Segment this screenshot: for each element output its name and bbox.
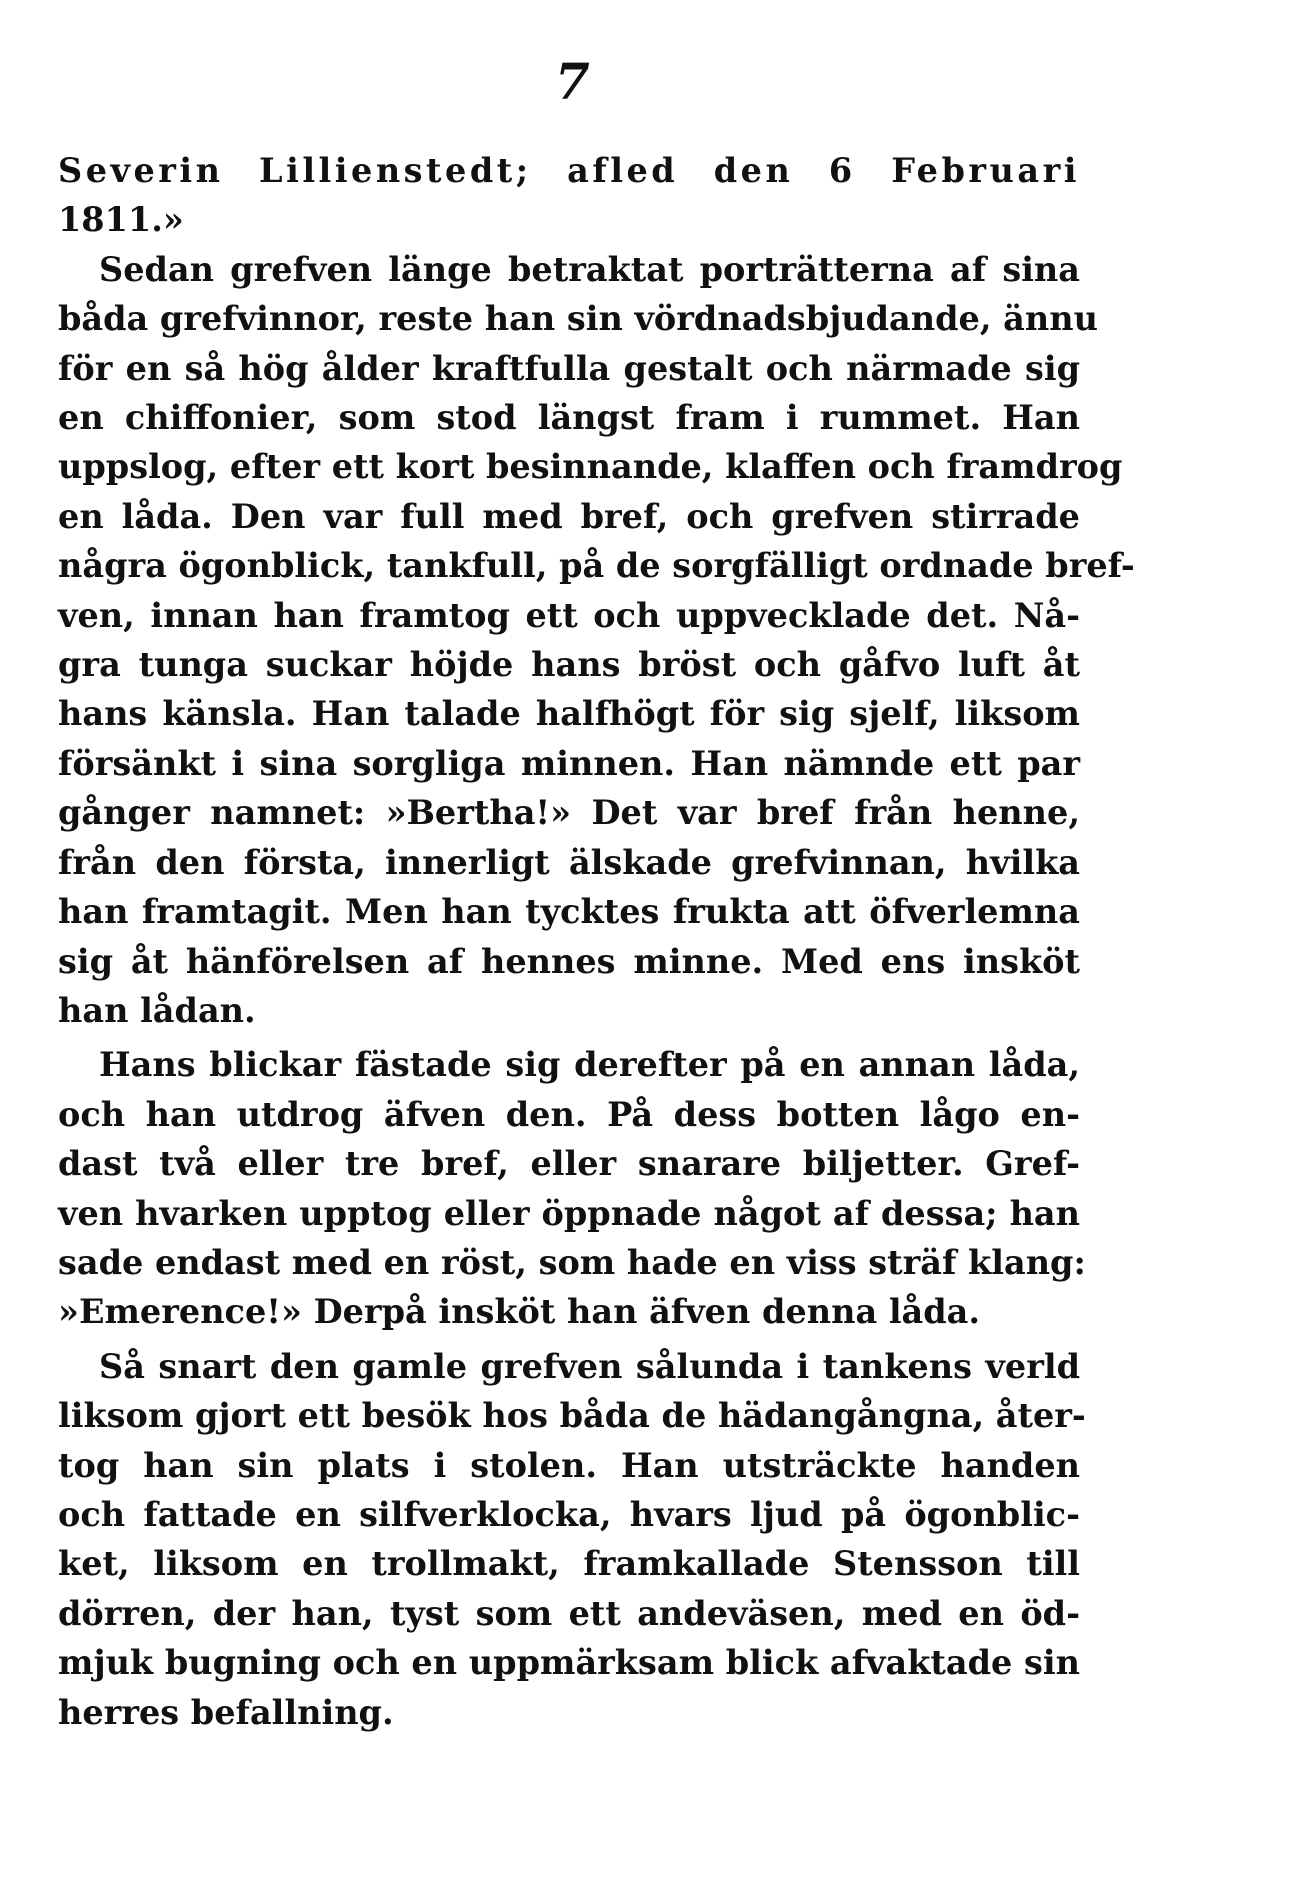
text-line: några ögonblick, tankfull, på de sorgfälligt ordnade bref- [58,546,1135,586]
text-line: Så snart den gamle grefven sålunda i tankens verld [99,1346,1080,1386]
text-line: en chiffonier, som stod längst fram i rummet. Han [58,398,1080,438]
paragraph [58,1342,1086,1737]
text-line: uppslog, efter ett kort besinnande, klaffen och framdrog [58,447,1123,487]
text-line: försänkt i sina sorgliga minnen. Han nämnde ett par [58,743,1080,783]
text-line: herres befallning. [58,1692,394,1732]
text-line: mjuk bugning och en uppmärksam blick afvaktade sin [58,1643,1080,1683]
text-line: dörren, der han, tyst som ett andeväsen, med en öd- [58,1593,1080,1633]
text-line: 1811.» [58,200,184,240]
text-line: liksom gjort ett besök hos båda de hädangångna, åter- [58,1396,1086,1436]
text-line: Hans blickar fästade sig derefter på en annan låda, [99,1045,1080,1085]
text-line: ket, liksom en trollmakt, framkallade Stensson till [58,1544,1080,1584]
body-text [58,146,1135,1737]
text-line: båda grefvinnor, reste han sin vördnadsbjudande, ännu [58,299,1098,339]
text-line: för en så hög ålder kraftfulla gestalt och närmade sig [58,348,1080,388]
text-line: Sedan grefven länge betraktat porträtterna af sina [99,249,1080,289]
paragraph [58,146,1080,245]
text-line: ven, innan han framtog ett och uppvecklade det. Nå- [58,595,1080,635]
paragraph [58,245,1135,1036]
text-line: gånger namnet: »Bertha!» Det var bref från henne, [58,793,1080,833]
text-line: en låda. Den var full med bref, och grefven stirrade [58,496,1080,536]
paragraph [58,1040,1086,1336]
text-line: och fattade en silfverklocka, hvars ljud på ögonblic- [58,1494,1080,1534]
text-line: och han utdrog äfven den. På dess botten lågo en- [58,1094,1080,1134]
text-line: sig åt hänförelsen af hennes minne. Med ens insköt [58,941,1080,981]
text-line: ven hvarken upptog eller öppnade något af dessa; han [58,1193,1080,1233]
page-number: 7 [555,52,590,111]
text-line: »Emerence!» Derpå insköt han äfven denna låda. [58,1292,981,1332]
text-line: hans känsla. Han talade halfhögt för sig sjelf, liksom [58,694,1080,734]
text-line: tog han sin plats i stolen. Han utsträckte handen [58,1445,1080,1485]
text-line: sade endast med en röst, som hade en viss sträf klang: [58,1242,1086,1282]
text-line: dast två eller tre bref, eller snarare biljetter. Gref- [58,1144,1080,1184]
text-line: från den första, innerligt älskade grefvinnan, hvilka [58,842,1080,882]
text-line: han lådan. [58,990,256,1030]
text-line: Severin Lillienstedt; afled den 6 Februari [58,151,1080,190]
text-line: han framtagit. Men han tycktes frukta att öfverlemna [58,892,1080,932]
text-line: gra tunga suckar höjde hans bröst och gåfvo luft åt [58,645,1080,685]
